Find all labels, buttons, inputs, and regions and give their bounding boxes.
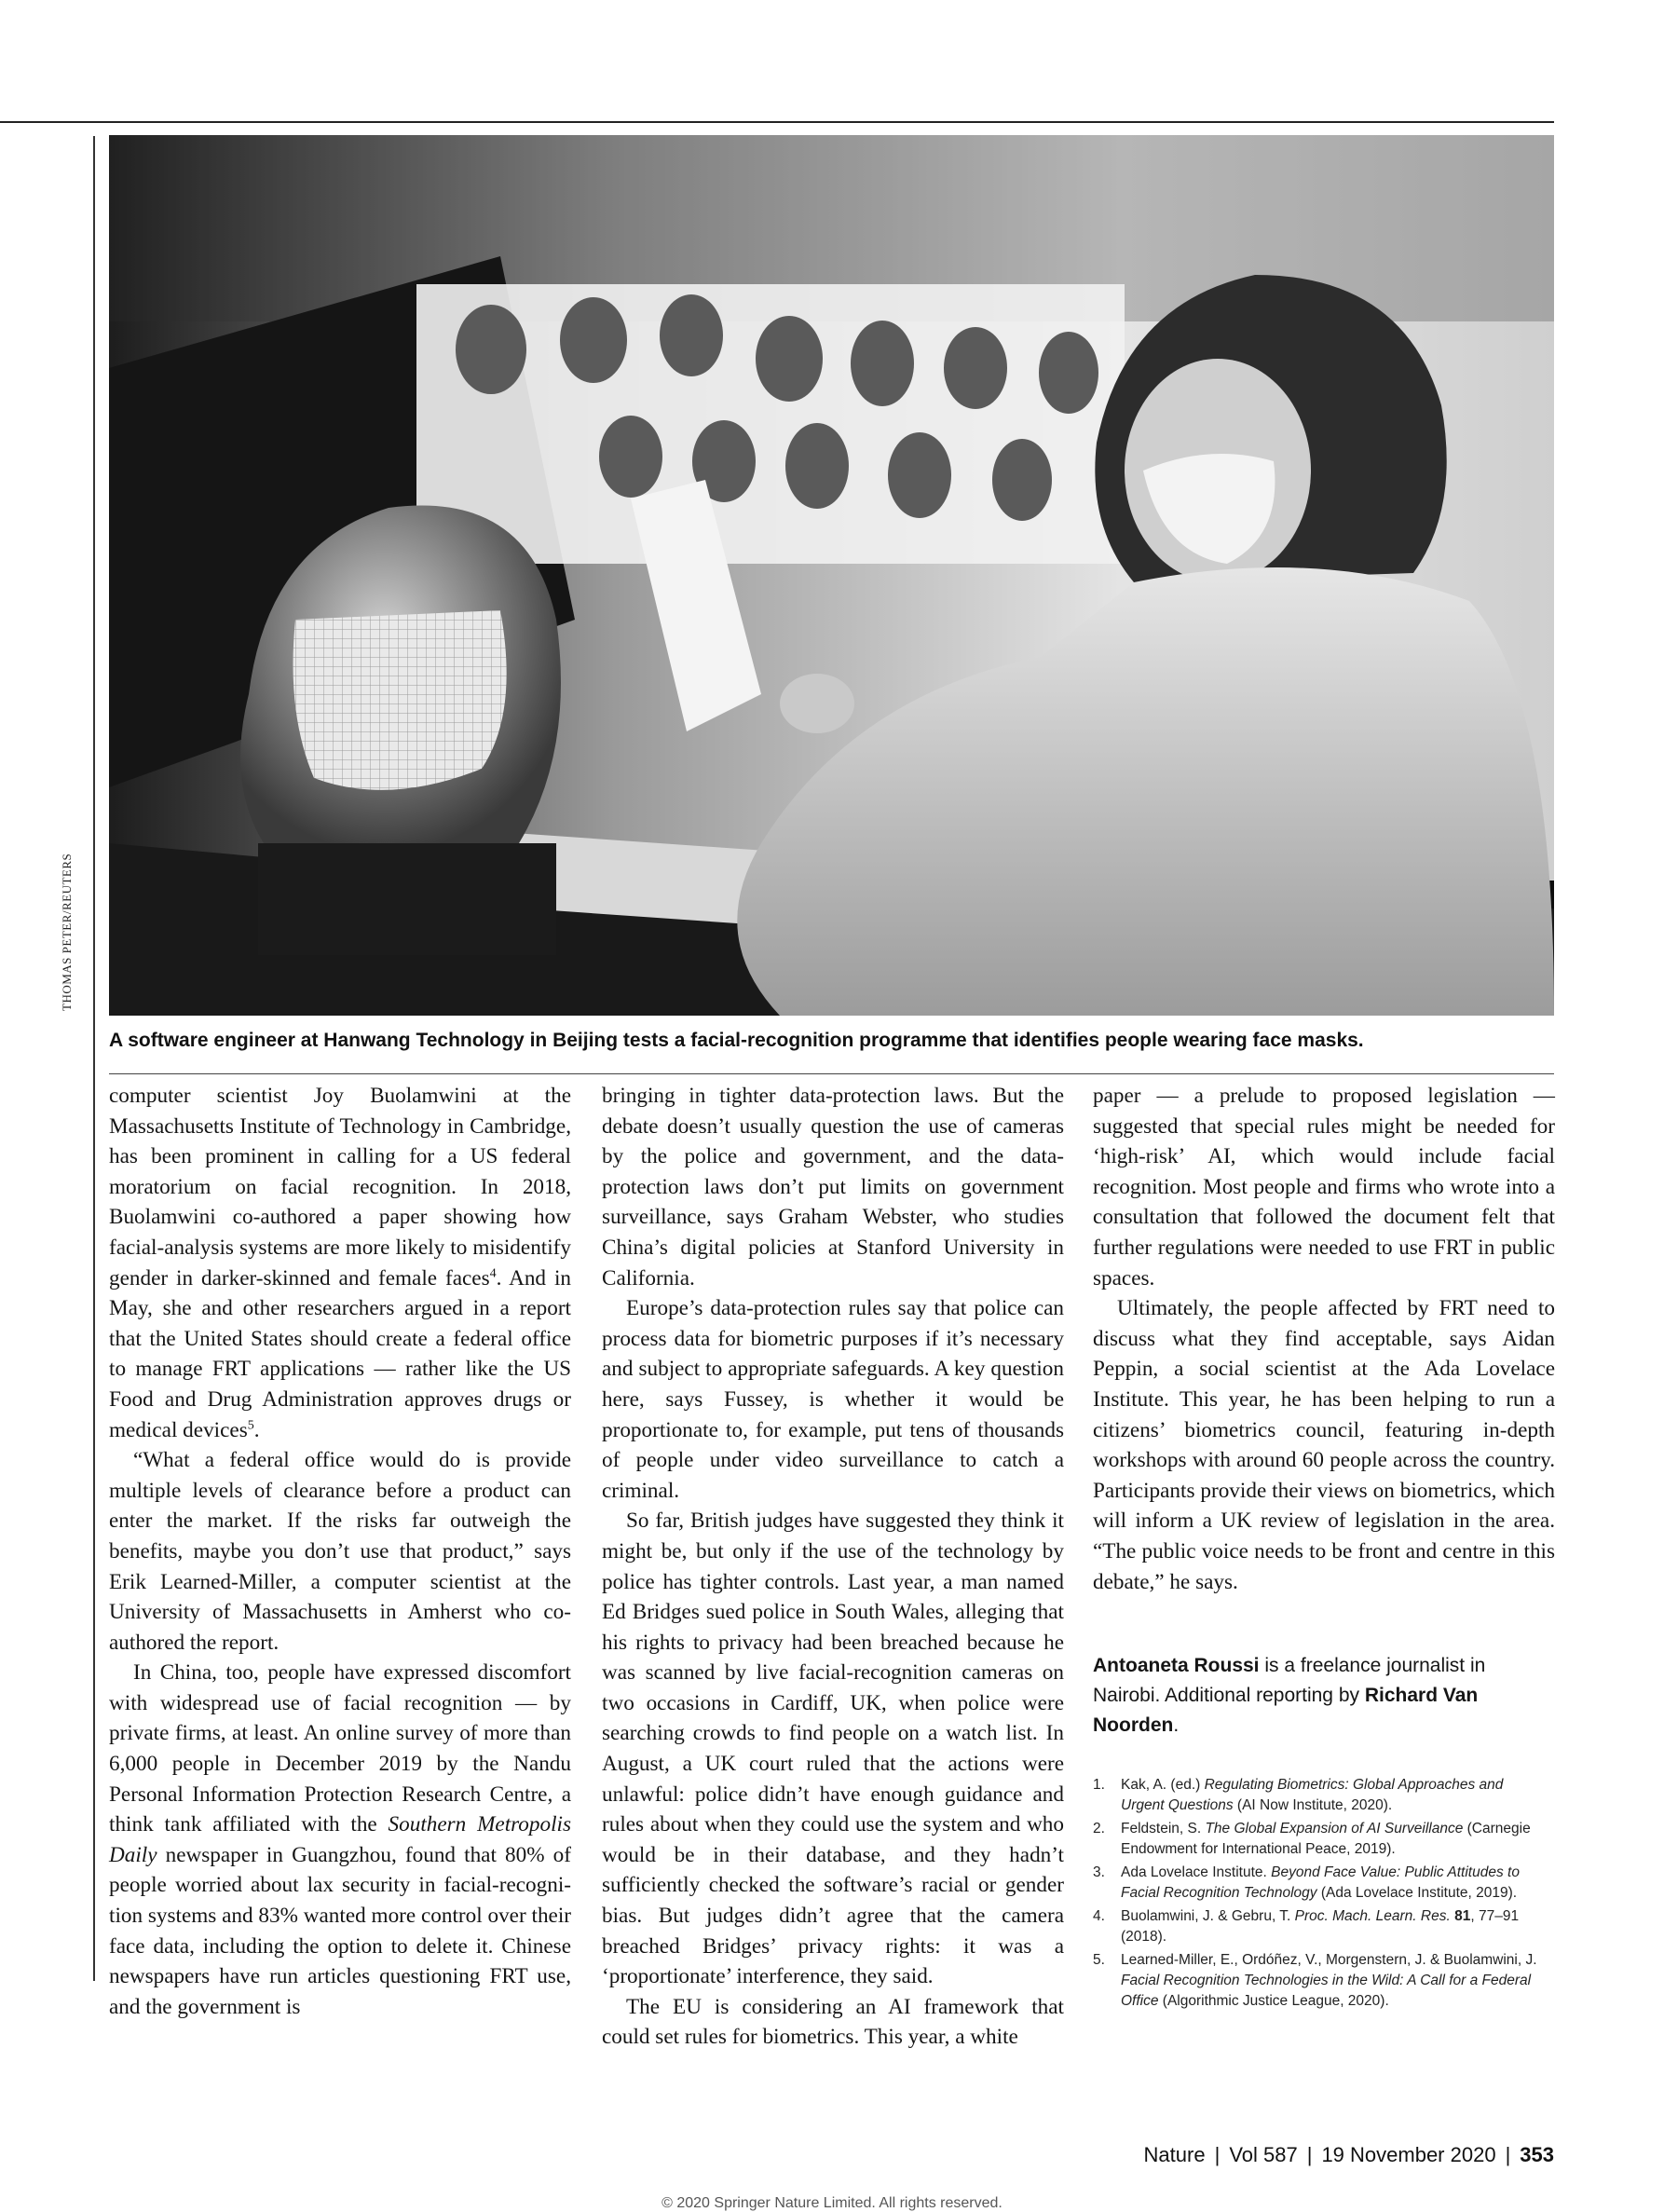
copyright-notice: © 2020 Springer Nature Limited. All rights reserved.	[662, 2195, 1002, 2211]
article-column-3	[1093, 1081, 1555, 1597]
reference-item: 5. Learned-Miller, E., Ordóñez, V., Morgenstern, J. & Buolamwini, J. Facial Recognition Technologies in the Wild: A Call for a Federal Office (Algorithmic Justice League, 2020).	[1093, 1952, 1537, 2009]
author-name: Antoaneta Roussi	[1093, 1655, 1260, 1676]
author-bio: Antoaneta Roussi is a freelance journalist in Nairobi. Additional reporting by Richard Van Noorden.	[1093, 1655, 1486, 1736]
reporter-name: Richard Van Noorden	[1093, 1685, 1479, 1736]
article-column-2	[602, 1081, 1064, 2053]
paragraph: Ultimately, the people affected by FRT need to discuss what they find acceptable, says Aidan Peppin, a social scientist at the Ada Lovelace Institute. This year, he has been helping to run a citizens’ biometrics council, featuring in-depth workshops with around 60 people across the country. Participants provide their views on biometrics, which will inform a UK review of legislation in the area. “The public voice needs to be front and centre in this debate,” he says.	[1093, 1296, 1555, 1594]
paragraph: Europe’s data-protection rules say that police can process data for biometric purposes if it’s necessary and subject to appropriate safeguards. A key question here, says Fussey, is whether it would be proportionate to, for example, put tens of thousands of people under video surveillance to catch a criminal.	[602, 1296, 1064, 1503]
reference-item: 1. Kak, A. (ed.) Regulating Biometrics: Global Approaches and Urgent Questions (AI Now Institute, 2020).	[1093, 1777, 1504, 1813]
paragraph: paper — a prelude to proposed legislation — suggested that special rules might be needed for ‘high-risk’ AI, which would include facial recognition. Most people and firms who wrote into a consultation that followed the document felt that further regulations were needed to use FRT in public spaces.	[1093, 1084, 1555, 1290]
reference-item: 3. Ada Lovelace Institute. Beyond Face Value: Public Attitudes to Facial Recognition Technology (Ada Lovelace Institute, 2019).	[1093, 1864, 1520, 1901]
journal-name: Nature	[1143, 2143, 1206, 2166]
paragraph: computer scientist Joy Buolamwini at the Massachusetts Institute of Technology in Cambridge, has been prominent in calling for a US federal moratorium on facial recognition. In 2018, Buolamwini co-authored a paper showing how facial-analysis systems are more likely to misidentify gender in darker-skinned and female faces$^4$. And in May, she and other researchers argued in a report that the United States should create a federal office to manage FRT applications — rather like the US Food and Drug Administration approves drugs or medical devices$^5$.	[109, 1084, 571, 1442]
references-list	[1093, 1775, 1549, 2014]
volume: Vol 587	[1229, 2143, 1298, 2166]
reference-item: 4. Buolamwini, J. & Gebru, T. Proc. Mach. Learn. Res. 81, 77–91 (2018).	[1093, 1908, 1520, 1945]
issue-date: 19 November 2020	[1321, 2143, 1496, 2166]
paragraph: So far, British judges have suggested they think it might be, but only if the use of the technology by police has tighter controls. Last year, a man named Ed Bridges sued police in South Wales, alleging that his rights to privacy had been breached because he was scanned by live facial-recognition cameras on two occasions in Cardiff, UK, when police were searching crowds to find people on a watch list. In August, a UK court ruled that the actions were unlawful: police didn’t have enough guidance and rules about when they could use the system and who would be in their database, and they hadn’t sufficiently checked the software’s racial or gender bias. But judges didn’t agree that the camera breached Bridges’ privacy rights: it was a ‘proportionate’ interference, they said.	[602, 1509, 1064, 1989]
photo-credit: THOMAS PETER/REUTERS	[60, 853, 74, 1011]
page-footer: Nature | Vol 587 | 19 November 2020 | 353	[1143, 2143, 1554, 2166]
top-rule	[0, 121, 1554, 123]
paragraph: In China, too, people have expressed discomfort with widespread use of facial recognition — by private firms, at least. An online survey of more than 6,000 people in December 2019 by the Nandu Personal Information Protection Research Centre, a think tank affiliated with the Southern Metropolis Daily newspaper in Guangzhou, found that 80% of people worried about lax security in facial-recognition systems and 83% wanted more control over their face data, including the option to delete it. Chinese newspapers have run articles questioning FRT use, and the government is	[109, 1660, 571, 2019]
paragraph: bringing in tighter data-protection laws. But the debate doesn’t usually question the use of cameras by the police and government, and the data-protection laws don’t put limits on government surveillance, says Graham Webster, who studies China’s digital policies at Stanford University in California.	[602, 1084, 1064, 1290]
page-number: 353	[1520, 2143, 1554, 2166]
article-column-1	[109, 1081, 571, 2022]
caption-rule	[109, 1073, 1554, 1074]
article-photo	[109, 135, 1554, 1016]
reference-item: 2. Feldstein, S. The Global Expansion of AI Surveillance (Carnegie Endowment for International Peace, 2019).	[1093, 1821, 1531, 1857]
paragraph: “What a federal office would do is provide multiple levels of clearance before a product can enter the market. If the risks far outweigh the benefits, maybe you don’t use that product,” says Erik Learned-Miller, a computer scientist at the University of Massachusetts in Amherst who co-authored the report.	[109, 1448, 571, 1655]
paragraph: The EU is considering an AI framework that could set rules for biometrics. This year, a white	[602, 1994, 1064, 2050]
credit-rule	[93, 136, 95, 1981]
photo-caption: A software engineer at Hanwang Technology in Beijing tests a facial-recognition programme that identifies people wearing face masks.	[109, 1030, 1364, 1051]
